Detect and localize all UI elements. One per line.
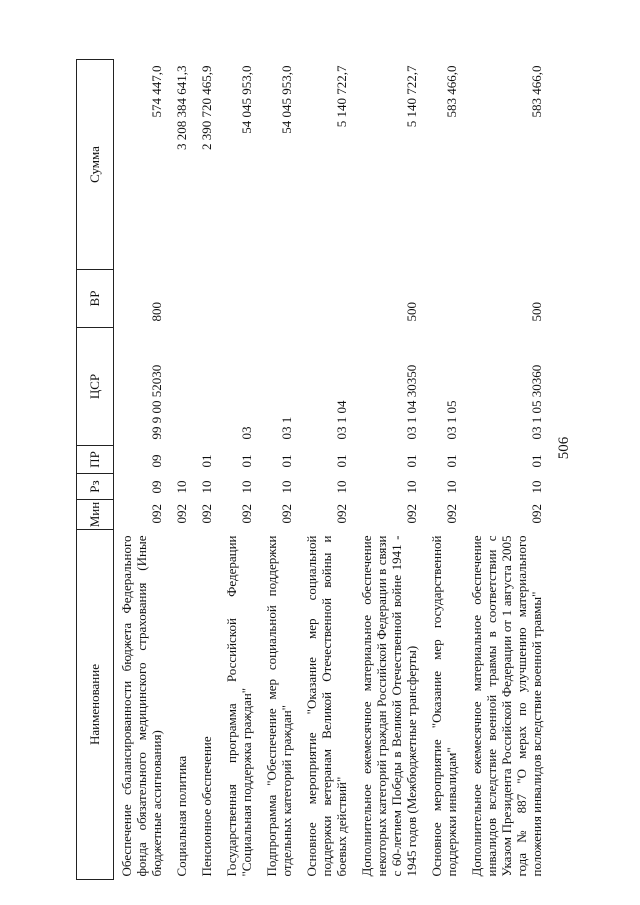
table-row [219, 60, 259, 880]
row-pr [169, 446, 194, 474]
header-vr: ВР [77, 270, 114, 328]
row-pr: 01 [334, 454, 349, 468]
row-sum: 54 045 953,0 [279, 65, 294, 134]
row-min: 092 [239, 504, 254, 524]
row-csr: 03 [239, 426, 254, 440]
table-row [259, 60, 299, 880]
row-csr: 99 9 00 52030 [149, 364, 164, 440]
row-name: Пенсионное обеспечение [199, 736, 214, 877]
row-csr [194, 328, 219, 446]
row-pr: 01 [239, 454, 254, 468]
row-pr: 01 [199, 454, 214, 468]
row-pr: 01 [444, 454, 459, 468]
row-min: 092 [174, 504, 189, 524]
row-vr [299, 270, 354, 328]
row-name: Обеспечение сбалансированности бюджета Федерального фонда обязательного медицинского страхования (Иные бюджетные ассигнования) [119, 535, 164, 877]
row-rz: 10 [334, 480, 349, 494]
row-name: Подпрограмма "Обеспечение мер социальной поддержки отдельных категорий граждан" [264, 535, 294, 877]
row-vr [194, 270, 219, 328]
table-row [424, 60, 464, 880]
row-csr: 03 1 04 [334, 400, 349, 440]
row-rz: 10 [444, 480, 459, 494]
row-name: Социальная политика [174, 755, 189, 877]
row-rz: 10 [404, 480, 419, 494]
row-sum: 574 447,0 [149, 65, 164, 118]
row-vr [259, 270, 299, 328]
row-sum: 2 390 720 465,9 [199, 65, 214, 150]
row-min: 092 [404, 504, 419, 524]
row-vr [219, 270, 259, 328]
row-rz: 10 [279, 480, 294, 494]
row-rz: 10 [529, 480, 544, 494]
table-row [354, 60, 424, 880]
header-min: Мин [77, 500, 114, 530]
row-csr: 03 1 05 30360 [529, 364, 544, 440]
row-min: 092 [334, 504, 349, 524]
row-name: Государственная программа Российской Федерации "Социальная поддержка граждан" [224, 535, 254, 877]
row-pr: 01 [279, 454, 294, 468]
table-header [77, 60, 114, 880]
row-pr: 01 [529, 454, 544, 468]
row-vr [424, 270, 464, 328]
row-name: Дополнительное ежемесячное материальное обеспечение инвалидов вследствие военной травмы в соответствии с Указом Президента Российской Федерации от 1 августа 2005 года № 887 "О мерах по улучшению материального положения инвалидов вследствие военной травмы" [469, 535, 544, 877]
row-rz: 10 [239, 480, 254, 494]
row-vr: 500 [529, 302, 544, 322]
row-pr: 09 [149, 454, 164, 468]
header-sum: Сумма [77, 60, 114, 270]
table-row [114, 60, 170, 880]
row-rz: 09 [149, 480, 164, 494]
header-name: Наименование [77, 530, 114, 880]
row-csr: 03 1 [279, 416, 294, 440]
header-csr: ЦСР [77, 328, 114, 446]
row-vr [169, 270, 194, 328]
row-csr [169, 328, 194, 446]
row-sum: 3 208 384 641,3 [174, 65, 189, 150]
row-sum: 54 045 953,0 [239, 65, 254, 134]
row-sum: 5 140 722,7 [334, 65, 349, 128]
header-pr: ПР [77, 446, 114, 474]
table-row [464, 60, 549, 880]
budget-table [76, 59, 549, 880]
row-sum: 583 466,0 [529, 65, 544, 118]
row-rz: 10 [174, 480, 189, 494]
row-min: 092 [529, 504, 544, 524]
row-vr: 800 [149, 302, 164, 322]
row-sum: 583 466,0 [444, 65, 459, 118]
page-number: 506 [556, 436, 572, 460]
row-vr: 500 [404, 302, 419, 322]
budget-table-container [76, 60, 542, 880]
row-min: 092 [149, 504, 164, 524]
table-row [299, 60, 354, 880]
row-pr: 01 [404, 454, 419, 468]
row-sum: 5 140 722,7 [404, 65, 419, 128]
row-name: Дополнительное ежемесячное материальное обеспечение некоторых категорий граждан Российской Федерации в связи с 60-летием Победы в Великой Отечественной войне 1941 - 1945 годов (Межбюджетные трансферты) [359, 535, 419, 877]
row-csr: 03 1 05 [444, 400, 459, 440]
header-rz: Рз [77, 474, 114, 500]
row-csr: 03 1 04 30350 [404, 364, 419, 440]
row-min: 092 [279, 504, 294, 524]
row-name: Основное мероприятие "Оказание мер государственной поддержки инвалидам" [429, 535, 459, 877]
row-min: 092 [199, 504, 214, 524]
row-min: 092 [444, 504, 459, 524]
row-rz: 10 [199, 480, 214, 494]
table-row [169, 60, 194, 880]
table-row [194, 60, 219, 880]
row-name: Основное мероприятие "Оказание мер социальной поддержки ветеранам Великой Отечественной войны и боевых действий" [304, 535, 349, 877]
